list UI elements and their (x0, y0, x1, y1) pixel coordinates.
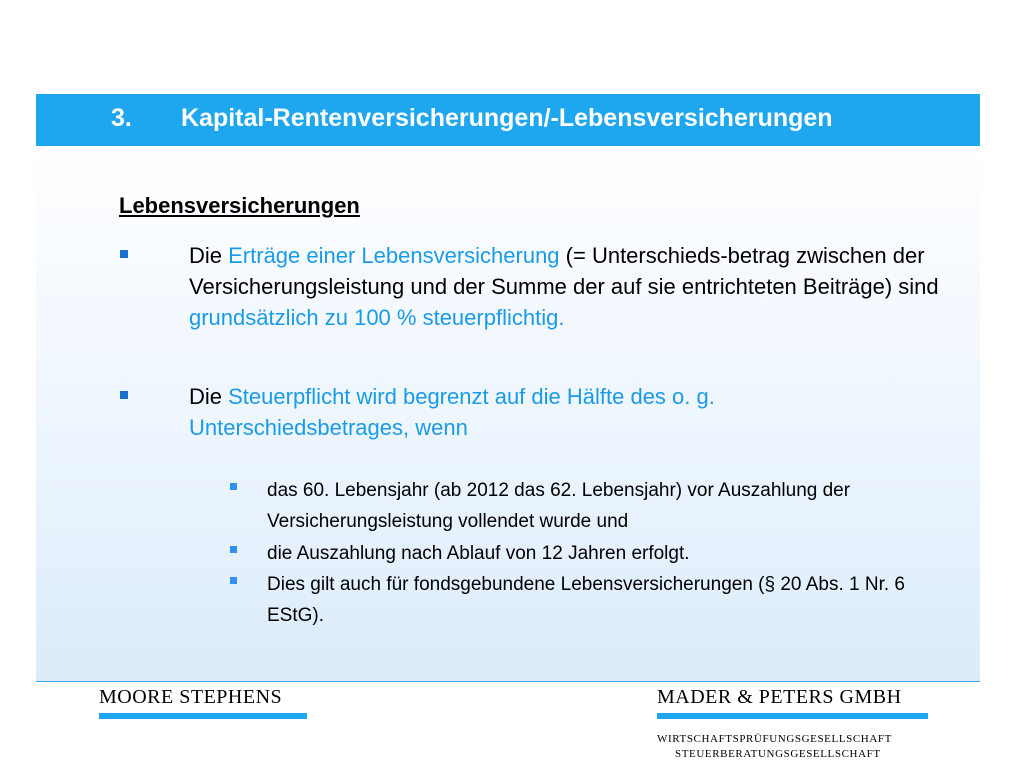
bullet-marker (120, 250, 128, 258)
bullet-1-part-1: Die (189, 243, 229, 268)
bullet-1-part-2: (= Unterschieds-betrag zwischen der Versicherungsleistung und der Summe der auf sie entrichteten Beiträge) sind (189, 243, 939, 299)
sub-bullet-marker (230, 577, 237, 584)
logo-left-underline (99, 713, 307, 719)
title-number: 3. (111, 104, 132, 132)
bullet-marker (120, 391, 128, 399)
sub-bullet-text-2: die Auszahlung nach Ablauf von 12 Jahren erfolgt. (267, 543, 690, 564)
title-bar (36, 94, 980, 146)
bullet-1-highlight-1: Erträge einer Lebensversicherung (228, 243, 560, 268)
footer-divider (36, 681, 980, 682)
bullet-text-1 (189, 240, 959, 333)
logo-right-underline (657, 713, 928, 719)
bullet-1-highlight-2: grundsätzlich zu 100 % steuerpflichtig. (189, 305, 565, 330)
sub-bullet-marker (230, 483, 237, 490)
company-subtitle-2: STEUERBERATUNGSGESELLSCHAFT (675, 748, 881, 760)
bullet-2-highlight-1: Steuerpflicht wird begrenzt auf die Hälfte des o. g. Unterschiedsbetrages, wenn (189, 384, 715, 440)
bullet-text-2 (189, 381, 909, 443)
section-heading: Lebensversicherungen (119, 193, 360, 218)
mader-peters-logo: MADER & PETERS GMBH (657, 686, 902, 708)
moore-stephens-logo: MOORE STEPHENS (99, 686, 283, 708)
sub-bullet-text-1: das 60. Lebensjahr (ab 2012 das 62. Lebensjahr) vor Auszahlung der Versicherungsleistung vollendet wurde und (267, 480, 851, 532)
sub-bullet-marker (230, 546, 237, 553)
company-subtitle-1: WIRTSCHAFTSPRÜFUNGSGESELLSCHAFT (657, 733, 892, 745)
sub-bullet-text-3: Dies gilt auch für fondsgebundene Lebensversicherungen (§ 20 Abs. 1 Nr. 6 EStG). (267, 574, 905, 626)
slide-title: Kapital-Rentenversicherungen/-Lebensversicherungen (181, 104, 833, 132)
bullet-2-part-1: Die (189, 384, 229, 409)
